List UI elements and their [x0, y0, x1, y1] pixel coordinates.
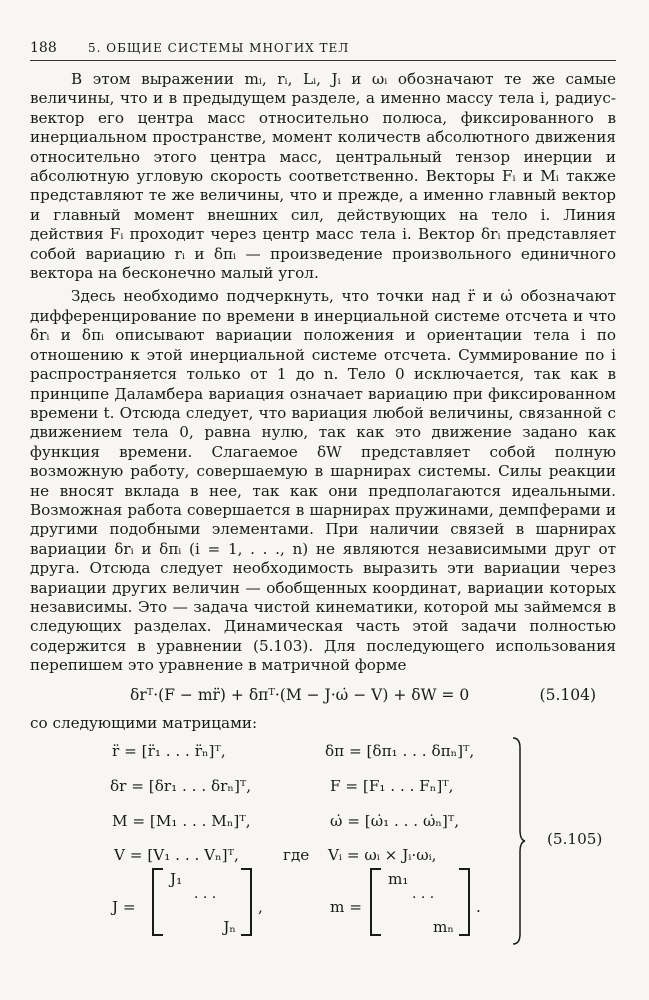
- matrices-intro: со следующими матрицами:: [30, 714, 258, 732]
- matrix-J-bottom-right: Jₙ: [223, 918, 236, 936]
- def-V: V = [V₁ . . . Vₙ]ᵀ,: [114, 846, 239, 864]
- equation-5-105: [30, 740, 616, 950]
- matrix-m-bottom-right: mₙ: [433, 918, 454, 936]
- paragraph-2: Здесь необходимо подчеркнуть, что точки над r̈ и ω̇ обозначают дифференцирование по времени в инерциальной системе отсчета и что δrᵢ и δπᵢ описывают вариации положения и ориентации тела i по отношению к этой инерциальной системе отсчета. Суммирование по i распространяется только от 1 до n. Тело 0 исключается, так как в принципе Даламбера вариация означает вариацию при фиксированном времени t. Отсюда следует, что вариация любой величины, связанной с движением тела 0, равна нулю, так как это движение задано как функция времени. Слагаемое δW представляет собой полную возможную работу, совершаемую в шарнирах системы. Силы реакции не вносят вклада в нее, так как они предполагаются идеальными. Возможная работа совершается в шарнирах пружинами, демпферами и другими подобными элементами. При наличии связей в шарнирах вариации δrᵢ и δπᵢ (i = 1, . . ., n) не являются независимыми друг от друга. Отсюда следует необходимость выразить эти вариации через вариации других величин — обобщенных координат, вариации которых независимы. Это — задача чистой кинематики, которой мы займемся в следующих разделах. Динамическая часть этой задачи полностью содержится в уравнении (5.103). Для последующего использования перепишем это уравнение в матричной форме: [30, 287, 616, 675]
- matrix-m-top-left: m₁: [388, 870, 409, 888]
- paragraph-1: В этом выражении mᵢ, rᵢ, Lᵢ, Jᵢ и ωᵢ обозначают те же самые величины, что и в предыдущем разделе, а именно массу тела i, радиус-вектор его центра масс относительно полюса, фиксированного в инерциальном пространстве, момент количеств абсолютного движения относительно этого центра масс, центральный тензор инерции и абсолютную угловую скорость соответственно. Векторы Fᵢ и Mᵢ также представляют те же величины, что и прежде, а именно главный вектор и главный момент внешних сил, действующих на тело i. Линия действия Fᵢ проходит через центр масс тела i. Вектор δrᵢ представляет собой вариацию rᵢ и δπᵢ — произведение произвольного единичного вектора на бесконечно малый угол.: [30, 70, 616, 283]
- def-delta-pi: δπ = [δπ₁ . . . δπₙ]ᵀ,: [325, 742, 475, 760]
- def-delta-r: δr = [δr₁ . . . δrₙ]ᵀ,: [110, 777, 252, 795]
- def-r-ddot: r̈ = [r̈₁ . . . r̈ₙ]ᵀ,: [112, 742, 226, 760]
- matrix-J-top-left: J₁: [170, 870, 183, 888]
- equation-5-105-number: (5.105): [547, 830, 603, 848]
- running-title: 5. ОБЩИЕ СИСТЕМЫ МНОГИХ ТЕЛ: [88, 41, 350, 55]
- equation-5-104-body: δrᵀ·(F − mr̈) + δπᵀ·(M − J·ω̇ − V) + δW = 0: [130, 686, 470, 704]
- page-header: [30, 38, 616, 61]
- matrix-J: [152, 868, 252, 936]
- def-omega-dot: ω̇ = [ω̇₁ . . . ω̇ₙ]ᵀ,: [330, 812, 460, 830]
- matrix-m-dots: · · ·: [412, 890, 435, 906]
- body-text: [30, 70, 616, 676]
- equation-5-104: [30, 686, 616, 712]
- where-word: где: [283, 846, 310, 864]
- matrix-m: [370, 868, 470, 936]
- def-M: M = [M₁ . . . Mₙ]ᵀ,: [112, 812, 251, 830]
- def-F: F = [F₁ . . . Fₙ]ᵀ,: [330, 777, 454, 795]
- matrix-J-dots: · · ·: [194, 890, 217, 906]
- matrix-m-label: m =: [330, 898, 362, 916]
- page-number: 188: [30, 40, 57, 56]
- matrix-J-comma: ,: [258, 898, 263, 916]
- def-V-i: Vᵢ = ωᵢ × Jᵢ·ωᵢ,: [328, 846, 437, 864]
- equation-5-104-number: (5.104): [539, 686, 596, 704]
- matrix-m-period: .: [476, 898, 481, 916]
- right-brace: [512, 736, 526, 946]
- matrix-J-label: J =: [112, 898, 136, 916]
